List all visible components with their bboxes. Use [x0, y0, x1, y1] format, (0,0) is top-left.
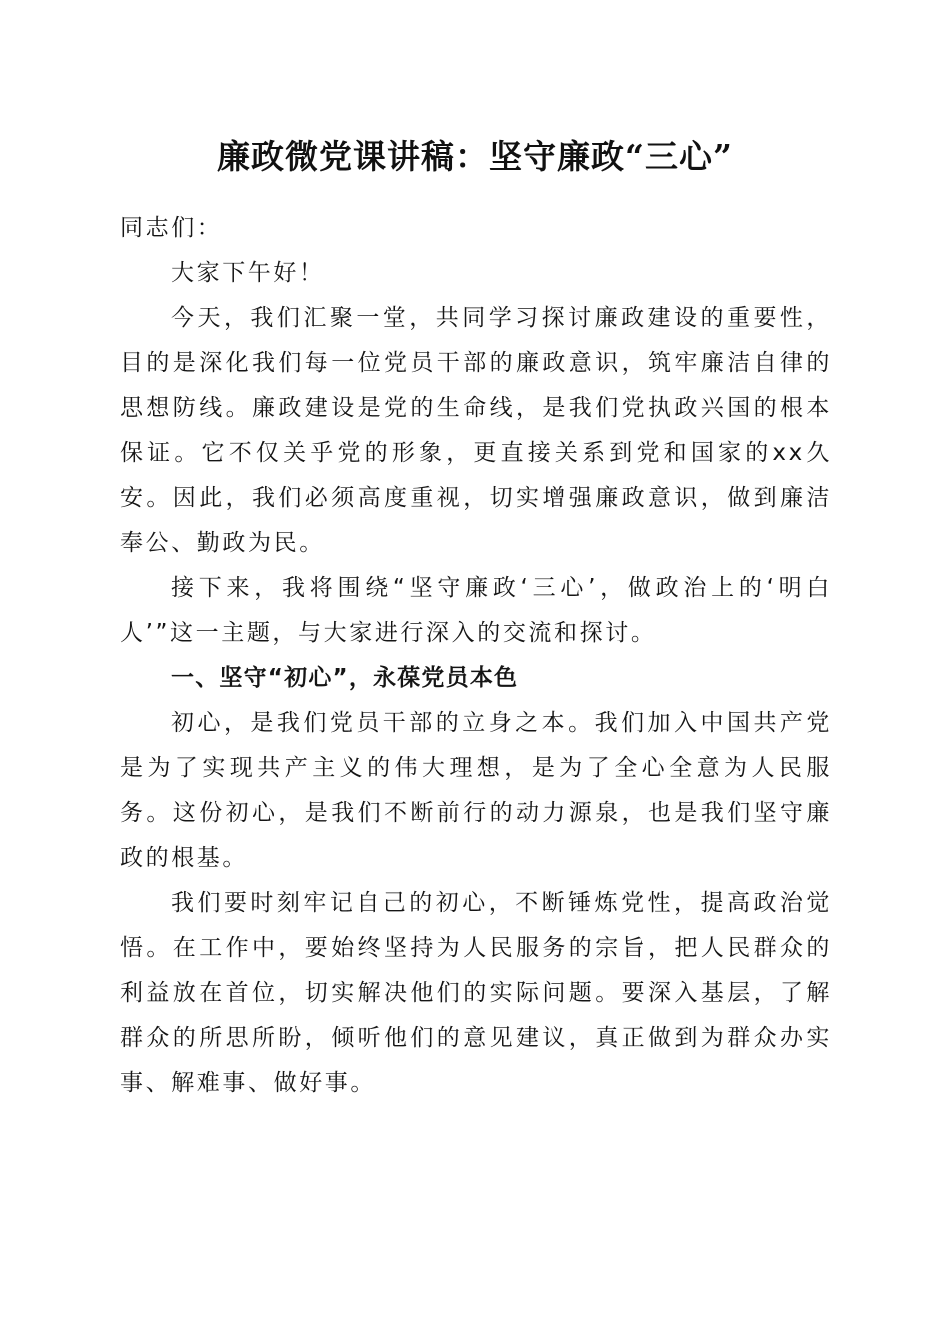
paragraph-intro: 今天，我们汇聚一堂，共同学习探讨廉政建设的重要性，目的是深化我们每一位党员干部的廉政意识，筑牢廉洁自律的思想防线。廉政建设是党的生命线，是我们党执政兴国的根本保证。它不仅关乎党的形象，更直接关系到党和国家的xx久安。因此，我们必须高度重视，切实增强廉政意识，做到廉洁奉公、勤政为民。 [120, 305, 832, 556]
paragraph-topic: 接下来，我将围绕“坚守廉政‘三心’，做政治上的‘明白人’”这一主题，与大家进行深入的交流和探讨。 [120, 575, 832, 646]
document-title: 廉政微党课讲稿：坚守廉政“三心” [217, 137, 733, 176]
section-heading: 一、坚守“初心”，永葆党员本色 [171, 665, 519, 691]
greeting: 大家下午好！ [171, 260, 325, 286]
section-paragraph: 我们要时刻牢记自己的初心，不断锤炼党性，提高政治觉悟。在工作中，要始终坚持为人民服务的宗旨，把人民群众的利益放在首位，切实解决他们的实际问题。要深入基层，了解群众的所思所盼，倾听他们的意见建议，真正做到为群众办实事、解难事、做好事。 [120, 890, 832, 1096]
salutation: 同志们： [120, 215, 223, 241]
document-body [120, 206, 832, 1106]
section-paragraph: 初心，是我们党员干部的立身之本。我们加入中国共产党是为了实现共产主义的伟大理想，是为了全心全意为人民服务。这份初心，是我们不断前行的动力源泉，也是我们坚守廉政的根基。 [120, 710, 832, 871]
